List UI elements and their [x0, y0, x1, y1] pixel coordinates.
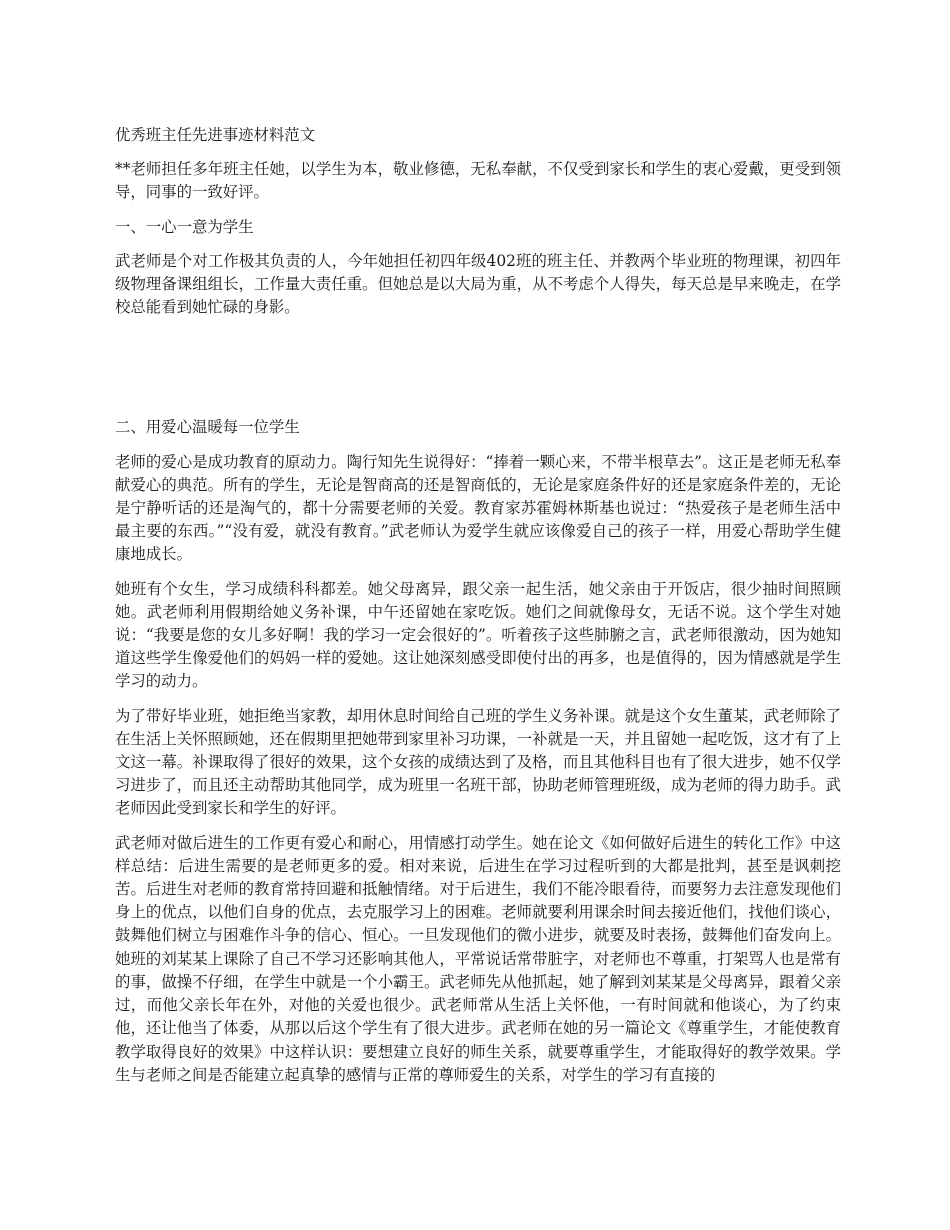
document-title: 优秀班主任先进事迹材料范文: [115, 126, 316, 144]
section-2-paragraph: 她班有个女生，学习成绩科科都差。她父母离异，跟父亲一起生活，她父亲由于开饭店，很少抽时间照顾她。武老师利用假期给她义务补课，中午还留她在家吃饭。她们之间就像母女，无话不说。这个学生对她说：“我要是您的女儿多好啊！我的学习一定会很好的”。听着孩子这些肺腑之言，武老师很激动，因为她知道这些学生像爱他们的妈妈一样的爱她。这让她深刻感受即使付出的再多，也是值得的，因为情感就是学生学习的动力。: [115, 579, 841, 691]
section-2-heading: 二、用爱心温暖每一位学生: [115, 418, 300, 437]
section-2-paragraph: 老师的爱心是成功教育的原动力。陶行知先生说得好：“捧着一颗心来，不带半根草去”。这正是老师无私奉献爱心的典范。所有的学生，无论是智商高的还是智商低的，无论是家庭条件好的还是家庭条件差的，无论是宁静听话的还是淘气的，都十分需要老师的关爱。教育家苏霍姆林斯基也说过：“热爱孩子是老师生活中最主要的东西。”“没有爱，就没有教育。”武老师认为爱学生就应该像爱自己的孩子一样，用爱心帮助学生健康地成长。: [115, 452, 841, 564]
section-1-paragraph: 武老师是个对工作极其负责的人，今年她担任初四年级402班的班主任、并教两个毕业班的物理课，初四年级物理备课组组长，工作量大责任重。但她总是以大局为重，从不考虑个人得失，每天总是早来晚走，在学校总能看到她忙碌的身影。: [115, 251, 841, 317]
section-1-heading: 一、一心一意为学生: [115, 217, 254, 236]
document-page: [115, 124, 841, 1087]
section-2-paragraph: 武老师对做后进生的工作更有爱心和耐心，用情感打动学生。她在论文《如何做好后进生的转化工作》中这样总结：后进生需要的是老师更多的爱。相对来说，后进生在学习过程听到的大都是批判，甚至是讽刺挖苦。后进生对老师的教育常持回避和抵触情绪。对于后进生，我们不能冷眼看待，而要努力去注意发现他们身上的优点，以他们自身的优点，去克服学习上的困难。老师就要利用课余时间去接近他们，找他们谈心，鼓舞他们树立与困难作斗争的信心、恒心。一旦发现他们的微小进步，就要及时表扬，鼓舞他们奋发向上。她班的刘某某上课除了自己不学习还影响其他人，平常说话常带脏字，对老师也不尊重，打架骂人也是常有的事，做操不仔细，在学生中就是一个小霸王。武老师先从他抓起，她了解到刘某某是父母离异，跟着父亲过，而他父亲长年在外，对他的关爱也很少。武老师常从生活上关怀他，一有时间就和他谈心，为了约束他，还让他当了体委，从那以后这个学生有了很大进步。武老师在她的另一篇论文《尊重学生，才能使教育教学取得良好的效果》中这样认识：要想建立良好的师生关系，就要尊重学生，才能取得好的教学效果。学生与老师之间是否能建立起真挚的感情与正常的尊师爱生的关系，对学生的学习有直接的: [115, 833, 841, 1084]
blank-spacer: [115, 330, 841, 416]
section-2-paragraph: 为了带好毕业班，她拒绝当家教，却用休息时间给自己班的学生义务补课。就是这个女生董某，武老师除了在生活上关怀照顾她，还在假期里把她带到家里补习功课，一补就是一天，并且留她一起吃饭，这才有了上文这一幕。补课取得了很好的效果，这个女孩的成绩达到了及格，而且其他科目也有了很大进步，她不仅学习进步了，而且还主动帮助其他同学，成为班里一名班干部，协助老师管理班级，成为老师的得力助手。武老师因此受到家长和学生的好评。: [115, 706, 841, 818]
intro-paragraph: **老师担任多年班主任她，以学生为本，敬业修德，无私奉献，不仅受到家长和学生的衷心爱戴，更受到领导，同事的一致好评。: [115, 160, 841, 202]
